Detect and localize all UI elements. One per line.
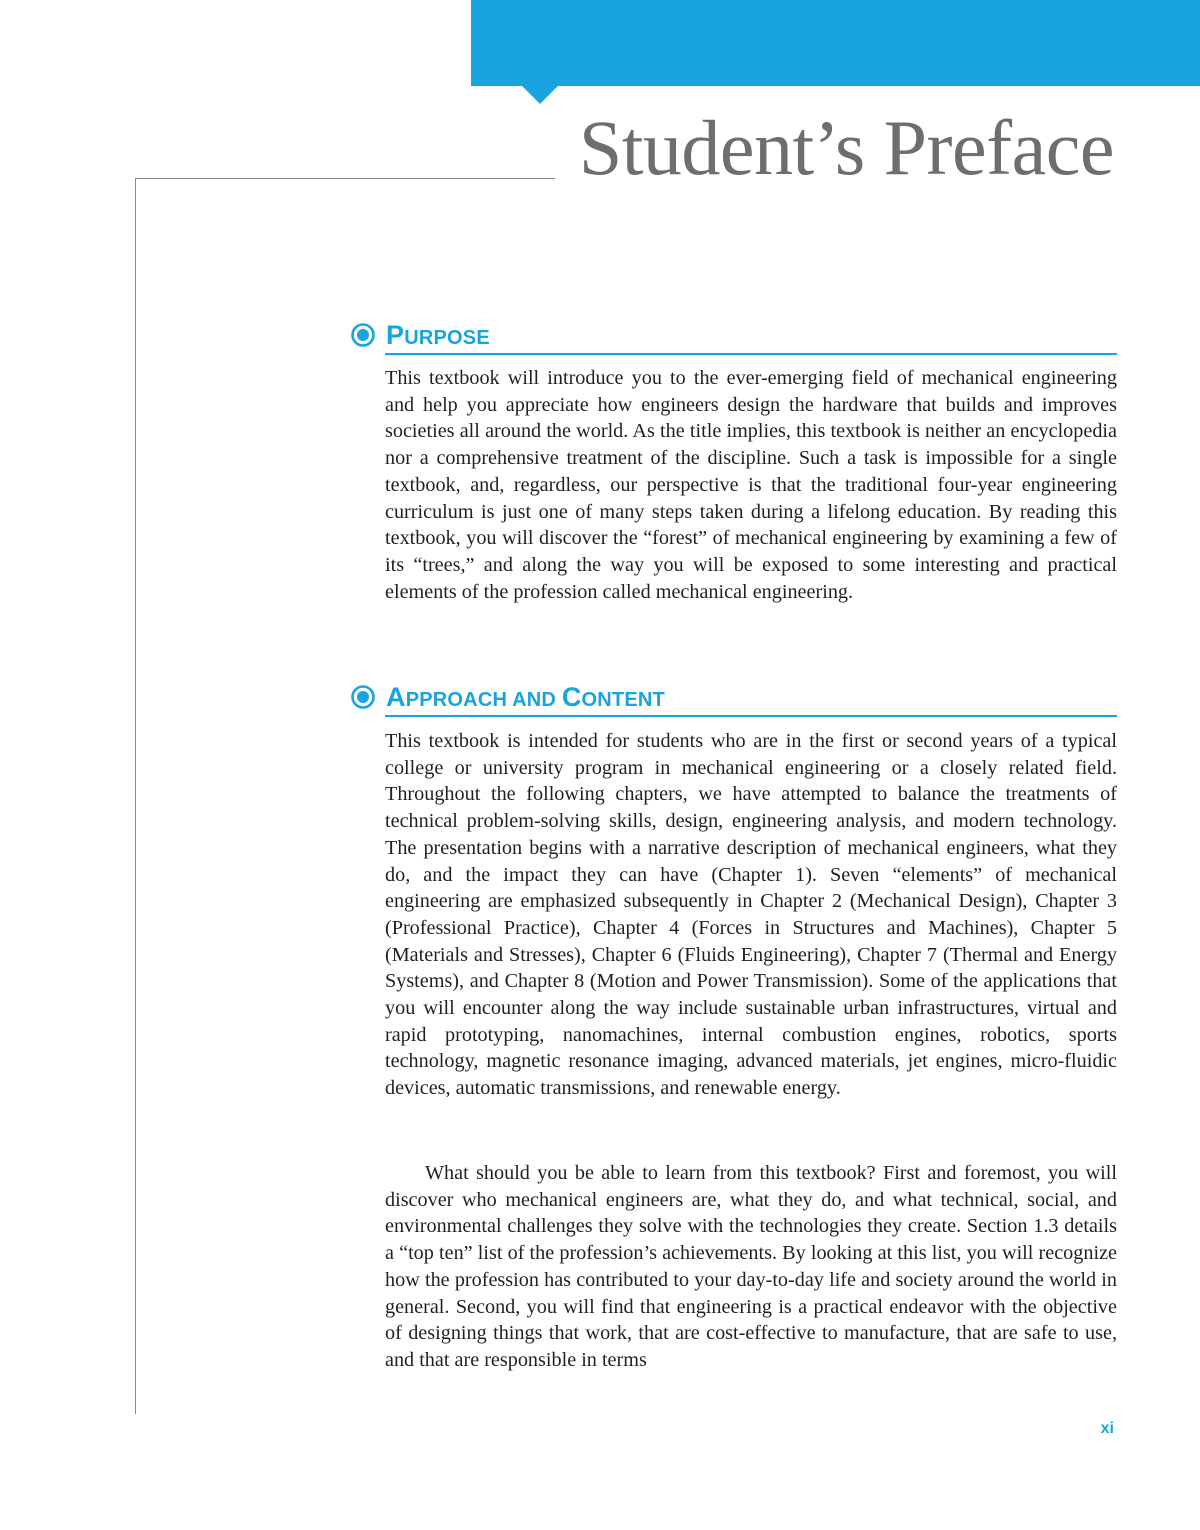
paragraph-purpose: This textbook will introduce you to the ever-emerging field of mechanical engineering and help you appreciate how engineers design the hardware that builds and improves societies all around the world. As the title implies, this textbook is neither an encyclopedia nor a comprehensive treatment of the discipline. Such a task is impossible for a single textbook, and, regardless, our perspective is that the traditional four-year engineering curriculum is just one of many steps taken during a lifelong education. By reading this textbook, you will discover the “forest” of mechanical engineering by examining a few of its “trees,” and along the way you will be exposed to some interesting and practical elements of the profession called mechanical engineering. <box>385 367 1117 603</box>
header-band-pointer <box>521 85 559 104</box>
frame-top-rule <box>135 178 555 179</box>
section-heading-purpose <box>349 317 1117 355</box>
heading-underline <box>385 353 1117 355</box>
section-heading-label: APPROACH AND CONTENT <box>386 682 665 712</box>
header-color-band <box>471 0 1200 86</box>
target-bullet-icon <box>351 323 375 347</box>
heading-underline <box>385 715 1117 717</box>
section-heading-approach-content <box>349 679 1117 717</box>
paragraph-approach-2: What should you be able to learn from this textbook? First and foremost, you will discover who mechanical engineers are, what they do, and what technical, social, and environmental challenges they solve with the technologies they create. Section 1.3 details a “top ten” list of the profession’s achievements. By looking at this list, you will recognize how the profession has contributed to your day-to-day life and society around the world in general. Second, you will find that engineering is a practical endeavor with the objective of designing things that work, that are cost-effective to manufacture, that are safe to use, and that are responsible in terms <box>385 1162 1117 1371</box>
page-number: xi <box>1100 1420 1114 1437</box>
target-bullet-icon <box>351 685 375 709</box>
frame-left-rule <box>135 178 136 1414</box>
section-heading-label: PURPOSE <box>386 320 490 350</box>
chapter-title: Student’s Preface <box>578 104 1114 191</box>
paragraph-approach-1: This textbook is intended for students who are in the first or second years of a typical college or university program in mechanical engineering or a closely related field. Throughout the following chapters, we have attempted to balance the treatments of technical problem-solving skills, design, engineering analysis, and modern technology. The presentation begins with a narrative description of mechanical engineers, what they do, and the impact they can have (Chapter 1). Seven “elements” of mechanical engineering are emphasized subsequently in Chapter 2 (Mechanical Design), Chapter 3 (Professional Practice), Chapter 4 (Forces in Structures and Machines), Chapter 5 (Materials and Stresses), Chapter 6 (Fluids Engineering), Chapter 7 (Thermal and Energy Systems), and Chapter 8 (Motion and Power Transmission). Some of the applications that you will encounter along the way include sustainable urban infrastructures, virtual and rapid prototyping, nanomachines, internal combustion engines, robotics, sports technology, magnetic resonance imaging, advanced materials, jet engines, micro-fluidic devices, automatic transmissions, and renewable energy. <box>385 730 1117 1100</box>
